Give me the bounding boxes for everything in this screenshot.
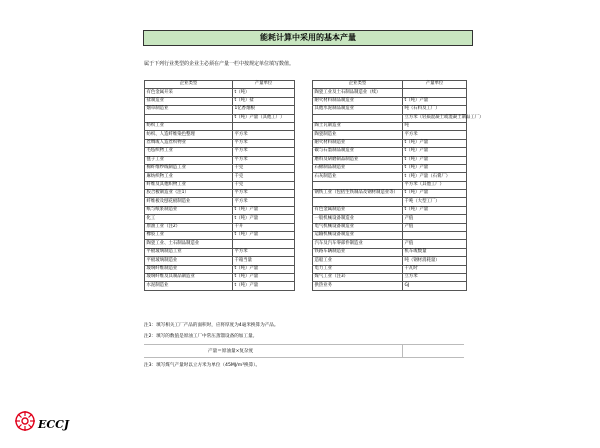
unit-cell: t（吨）产量 [233, 265, 295, 273]
industry-cell: 纸与纸浆制造业 [145, 206, 233, 214]
page-title: 能耗计算中采用的基本产量 [143, 30, 473, 46]
industry-cell: 有色金属制造业 [313, 206, 403, 214]
unit-cell: t（吨）盐 [233, 97, 295, 105]
table-row [313, 273, 467, 281]
industry-header: 企业类型 [145, 81, 233, 89]
industry-cell: 烟草制造业 [145, 106, 233, 114]
industry-cell [313, 181, 403, 189]
industry-cell: 玻璃纤维及其制品制造业 [145, 273, 233, 281]
table-row [145, 248, 295, 256]
note-3: 注3：填写煤气产量时以立方米为单位（45MJ/m³换算）。 [144, 363, 261, 368]
industry-cell: 煤气工业（注3） [313, 273, 403, 281]
table-row [313, 257, 467, 265]
note-2: 注2：填写的数值是原油工厂中常压蒸馏设备的加工量。 [144, 334, 258, 339]
unit-cell: 平方米 [233, 156, 295, 164]
industry-cell: 毛毡织物工业 [145, 148, 233, 156]
unit-cell: 产值 [403, 223, 467, 231]
industry-cell: 耐火材料制造业 [313, 139, 403, 147]
table-row [145, 240, 295, 248]
unit-cell: 机车或数量 [403, 248, 467, 256]
unit-cell: 吨 [403, 122, 467, 130]
industry-cell: 其他水泥制品制造业 [313, 106, 403, 114]
table-row [313, 265, 467, 273]
unit-cell [403, 89, 467, 97]
industry-cell: 丝绸或人造丝织物业 [145, 139, 233, 147]
table-row [313, 89, 467, 97]
industry-cell: 平板玻璃制造业 [145, 257, 233, 265]
unit-cell: t（吨）产量 [403, 190, 467, 198]
industry-cell: 纤维板及刨花板制造业 [145, 198, 233, 206]
industry-cell: 陶土瓦制造业 [313, 122, 403, 130]
formula-text: 产量＝原油量×复杂度 [208, 349, 254, 354]
unit-cell: 平方米 [233, 248, 295, 256]
unit-cell: t（吨）产量 [403, 156, 467, 164]
industry-cell: 原油工业（注2） [145, 223, 233, 231]
industry-cell: 供热业务 [313, 282, 403, 290]
table-row [145, 156, 295, 164]
unit-cell [233, 122, 295, 130]
industry-cell: 纤维及其他织物工业 [145, 181, 233, 189]
industry-cell [145, 114, 233, 122]
industry-cell: 胶合板制造业（注1） [145, 190, 233, 198]
table-row [145, 114, 295, 122]
table-row [313, 148, 467, 156]
industry-cell: 陶瓷制造业 [313, 131, 403, 139]
unit-cell: 千克 [233, 164, 295, 172]
unit-cell [233, 240, 295, 248]
table-row [145, 148, 295, 156]
industry-cell: 运输机械设备制造业 [313, 232, 403, 240]
unit-cell: t（吨）产量 [233, 282, 295, 290]
table-row [145, 131, 295, 139]
industry-cell: 玻璃纤维制造业 [145, 265, 233, 273]
table-row [313, 206, 467, 214]
industry-cell: 耐火材料制品制造业 [313, 97, 403, 105]
unit-cell: 千箱当量 [233, 257, 295, 265]
industry-cell: 纺织、人造纤维染色整理 [145, 131, 233, 139]
unit-cell: t（吨）产量 [403, 206, 467, 214]
industry-cell: 橡胶工业 [145, 232, 233, 240]
table-row [313, 240, 467, 248]
table-row [145, 232, 295, 240]
unit-cell: 平方米 [233, 131, 295, 139]
unit-cell: 千升 [233, 223, 295, 231]
industry-cell [313, 114, 403, 122]
industry-cell: 毯子工业 [145, 156, 233, 164]
unit-cell: 产值 [403, 240, 467, 248]
industry-cell: 磨料及研磨制品制造业 [313, 156, 403, 164]
table-row [145, 223, 295, 231]
table-row [145, 181, 295, 189]
table-row [145, 164, 295, 172]
industry-cell: 造船工业 [313, 257, 403, 265]
table-row [313, 131, 467, 139]
industry-cell: 水泥制造业 [145, 282, 233, 290]
table-header-row [145, 81, 295, 89]
unit-cell: 立方米 [403, 273, 467, 281]
table-row [313, 198, 467, 206]
unit-cell: 吨（石料及工厂） [403, 106, 467, 114]
table-row [145, 198, 295, 206]
industry-cell [313, 198, 403, 206]
unit-cell: 平方米 [233, 139, 295, 147]
table-row [145, 190, 295, 198]
unit-cell: 产值 [403, 215, 467, 223]
unit-header: 产量单位 [233, 81, 295, 89]
industry-cell: 陶瓷工业及土石制品制造业（续） [313, 89, 403, 97]
unit-cell: 千吨（大型工厂） [403, 198, 467, 206]
intro-text: 属于下列行业类型的企业主必须在产量一栏中按规定单位填写数值。 [144, 61, 295, 67]
table-row [313, 223, 467, 231]
table-row [313, 139, 467, 147]
unit-cell: 1亿香烟根 [233, 106, 295, 114]
formula-row [144, 344, 464, 358]
industry-cell: 有色金属开采 [145, 89, 233, 97]
table-row [313, 190, 467, 198]
industry-cell: 铁路车辆制造业 [313, 248, 403, 256]
unit-cell: GJ [403, 282, 467, 290]
unit-cell: t（吨）产量 [403, 148, 467, 156]
left-industry-table [144, 80, 295, 291]
industry-cell: 麻纺织物工业 [145, 173, 233, 181]
logo-text: ECCJ [38, 418, 70, 431]
industry-cell: 一般机械设备制造业 [313, 215, 403, 223]
unit-cell: 平方米 [233, 198, 295, 206]
unit-cell: 千克 [233, 173, 295, 181]
unit-cell: 吨（钢材消耗量） [403, 257, 467, 265]
industry-cell: 碳与石墨制品制造业 [313, 148, 403, 156]
table-row [145, 122, 295, 130]
unit-cell: 平方米（其他工厂） [403, 181, 467, 189]
table-row [145, 265, 295, 273]
note-1: 注1：填写相关工厂产品的面积时，应将厚度为4毫米换算为产品。 [144, 323, 279, 328]
eccj-logo-icon [14, 410, 36, 432]
right-industry-table [312, 80, 484, 291]
unit-cell: t（吨）产量 [233, 206, 295, 214]
unit-cell: 平方米 [403, 131, 467, 139]
table-row [145, 139, 295, 147]
unit-cell [403, 232, 467, 240]
industry-cell: 化工 [145, 215, 233, 223]
table-row [313, 164, 467, 172]
table-row [145, 206, 295, 214]
table-row [313, 173, 467, 181]
unit-cell: 千克 [233, 181, 295, 189]
unit-cell: t（吨）产量 [403, 97, 467, 105]
industry-cell: 石灰制造业 [313, 173, 403, 181]
industry-cell: 陶瓷工业、土石制品制造业 [145, 240, 233, 248]
industry-cell: 电气机械设备制造业 [313, 223, 403, 231]
formula-divider [402, 345, 403, 357]
table-row [145, 257, 295, 265]
industry-cell: 盐制造业 [145, 97, 233, 105]
unit-header: 产量单位 [403, 81, 467, 89]
table-row [313, 122, 467, 130]
table-row [313, 282, 467, 290]
industry-header: 企业类型 [313, 81, 403, 89]
table-row [313, 97, 467, 105]
table-row [313, 106, 467, 114]
industry-cell: 钢铁工业（包括生铁制品及钢材制造业等） [313, 190, 403, 198]
unit-cell: 立方米（轻质混凝土或混凝土制品工厂） [403, 114, 467, 122]
table-header-row [313, 81, 467, 89]
table-row [313, 114, 467, 122]
industry-cell: 汽车及汽车零部件制造业 [313, 240, 403, 248]
unit-cell: t（吨）产量（其他工厂） [233, 114, 295, 122]
table-row [313, 181, 467, 189]
table-row [313, 156, 467, 164]
table-row [313, 215, 467, 223]
table-row [145, 97, 295, 105]
table-row [145, 282, 295, 290]
table-row [145, 273, 295, 281]
unit-cell: t（吨）产量 [403, 164, 467, 172]
unit-cell: 千瓦时 [403, 265, 467, 273]
unit-cell: t（吨）产量 [233, 273, 295, 281]
industry-cell: 纺织工业 [145, 122, 233, 130]
table-row [145, 173, 295, 181]
unit-cell: t（吨）产量 [403, 139, 467, 147]
unit-cell: 平方米 [233, 148, 295, 156]
unit-cell: 平方米 [233, 190, 295, 198]
industry-cell: 棉纤维纱线制造工业 [145, 164, 233, 172]
unit-cell: t（吨）产量 [233, 215, 295, 223]
table-row [145, 215, 295, 223]
unit-cell: t（吨）产量 [233, 232, 295, 240]
industry-cell: 电力工业 [313, 265, 403, 273]
table-row [313, 248, 467, 256]
unit-cell: t（吨）产量（石膏厂） [403, 173, 467, 181]
table-row [145, 106, 295, 114]
table-row [313, 232, 467, 240]
unit-cell: t（吨） [233, 89, 295, 97]
industry-cell: 平板玻璃制造工业 [145, 248, 233, 256]
table-row [145, 89, 295, 97]
industry-cell: 石棉制品制造业 [313, 164, 403, 172]
